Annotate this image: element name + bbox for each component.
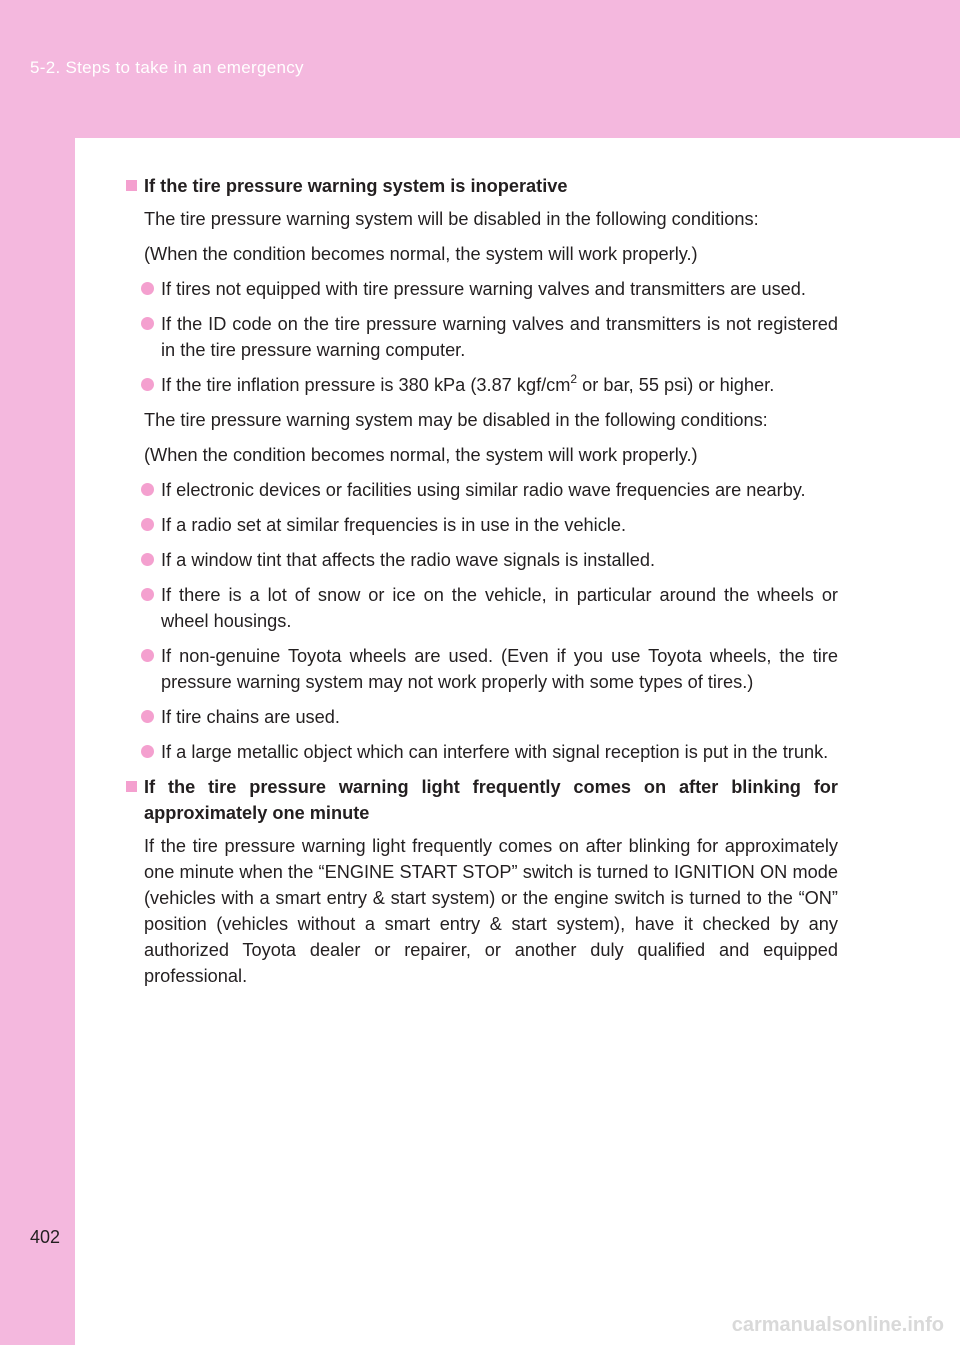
section-heading [126,173,838,199]
list-item [126,547,838,573]
circle-bullet-icon [141,649,154,662]
list-item-text: If the ID code on the tire pressure warning valves and transmitters is not registered in the tire pressure warning computer. [161,314,838,360]
heading-text: If the tire pressure warning system is inoperative [144,176,568,196]
watermark: carmanualsonline.info [731,1314,944,1336]
list-item-text: If a radio set at similar frequencies is in use in the vehicle. [161,515,627,535]
heading-text: If the tire pressure warning light frequently comes on after blinking for approximately one minute [144,777,838,823]
list-item-text: If electronic devices or facilities using similar radio wave frequencies are nearby. [161,480,806,500]
circle-bullet-icon [141,317,154,330]
paragraph: The tire pressure warning system may be disabled in the following conditions: [144,410,768,430]
circle-bullet-icon [141,588,154,601]
list-item [126,372,838,398]
list-item [126,276,838,302]
paragraph: (When the condition becomes normal, the system will work properly.) [144,445,698,465]
list-item-text: If tires not equipped with tire pressure warning valves and transmitters are used. [161,279,806,299]
paragraph: (When the condition becomes normal, the system will work properly.) [144,244,698,264]
list-item [126,739,838,765]
list-item-text: If a large metallic object which can interfere with signal reception is put in the trunk. [161,742,829,762]
paragraph: If the tire pressure warning light frequently comes on after blinking for approximately one minute when the “ENGINE START STOP” switch is turned to IGNITION ON mode (vehicles with a smart entry & start system) or the engine switch is turned to the “ON” position (vehicles without a smart entry & start system), have it checked by any authorized Toyota dealer or repairer, or another duly qualified and equipped professional. [144,836,838,986]
section-heading [126,774,838,826]
sidebar-band [0,138,75,1345]
list-item-text: If there is a lot of snow or ice on the vehicle, in particular around the wheels or wheel housings. [161,585,838,631]
list-item [126,704,838,730]
section-title: 5-2. Steps to take in an emergency [30,58,304,77]
page-content [126,173,838,998]
list-item-text: If the tire inflation pressure is 380 kPa (3.87 kgf/cm [161,375,571,395]
circle-bullet-icon [141,483,154,496]
circle-bullet-icon [141,518,154,531]
list-item [126,311,838,363]
page-header [0,0,960,138]
paragraph: The tire pressure warning system will be disabled in the following conditions: [144,209,759,229]
circle-bullet-icon [141,282,154,295]
list-item [126,512,838,538]
list-item-text: If a window tint that affects the radio wave signals is installed. [161,550,656,570]
list-item [126,582,838,634]
list-item [126,643,838,695]
square-bullet-icon [126,781,137,792]
circle-bullet-icon [141,710,154,723]
list-item-text: If tire chains are used. [161,707,340,727]
circle-bullet-icon [141,553,154,566]
list-item-text: or bar, 55 psi) or higher. [577,375,775,395]
list-item [126,477,838,503]
list-item-text: If non-genuine Toyota wheels are used. (Even if you use Toyota wheels, the tire pressure warning system may not work properly with some types of tires.) [161,646,838,692]
square-bullet-icon [126,180,137,191]
page-number: 402 [30,1227,61,1247]
superscript: 2 [570,372,578,386]
circle-bullet-icon [141,745,154,758]
circle-bullet-icon [141,378,154,391]
